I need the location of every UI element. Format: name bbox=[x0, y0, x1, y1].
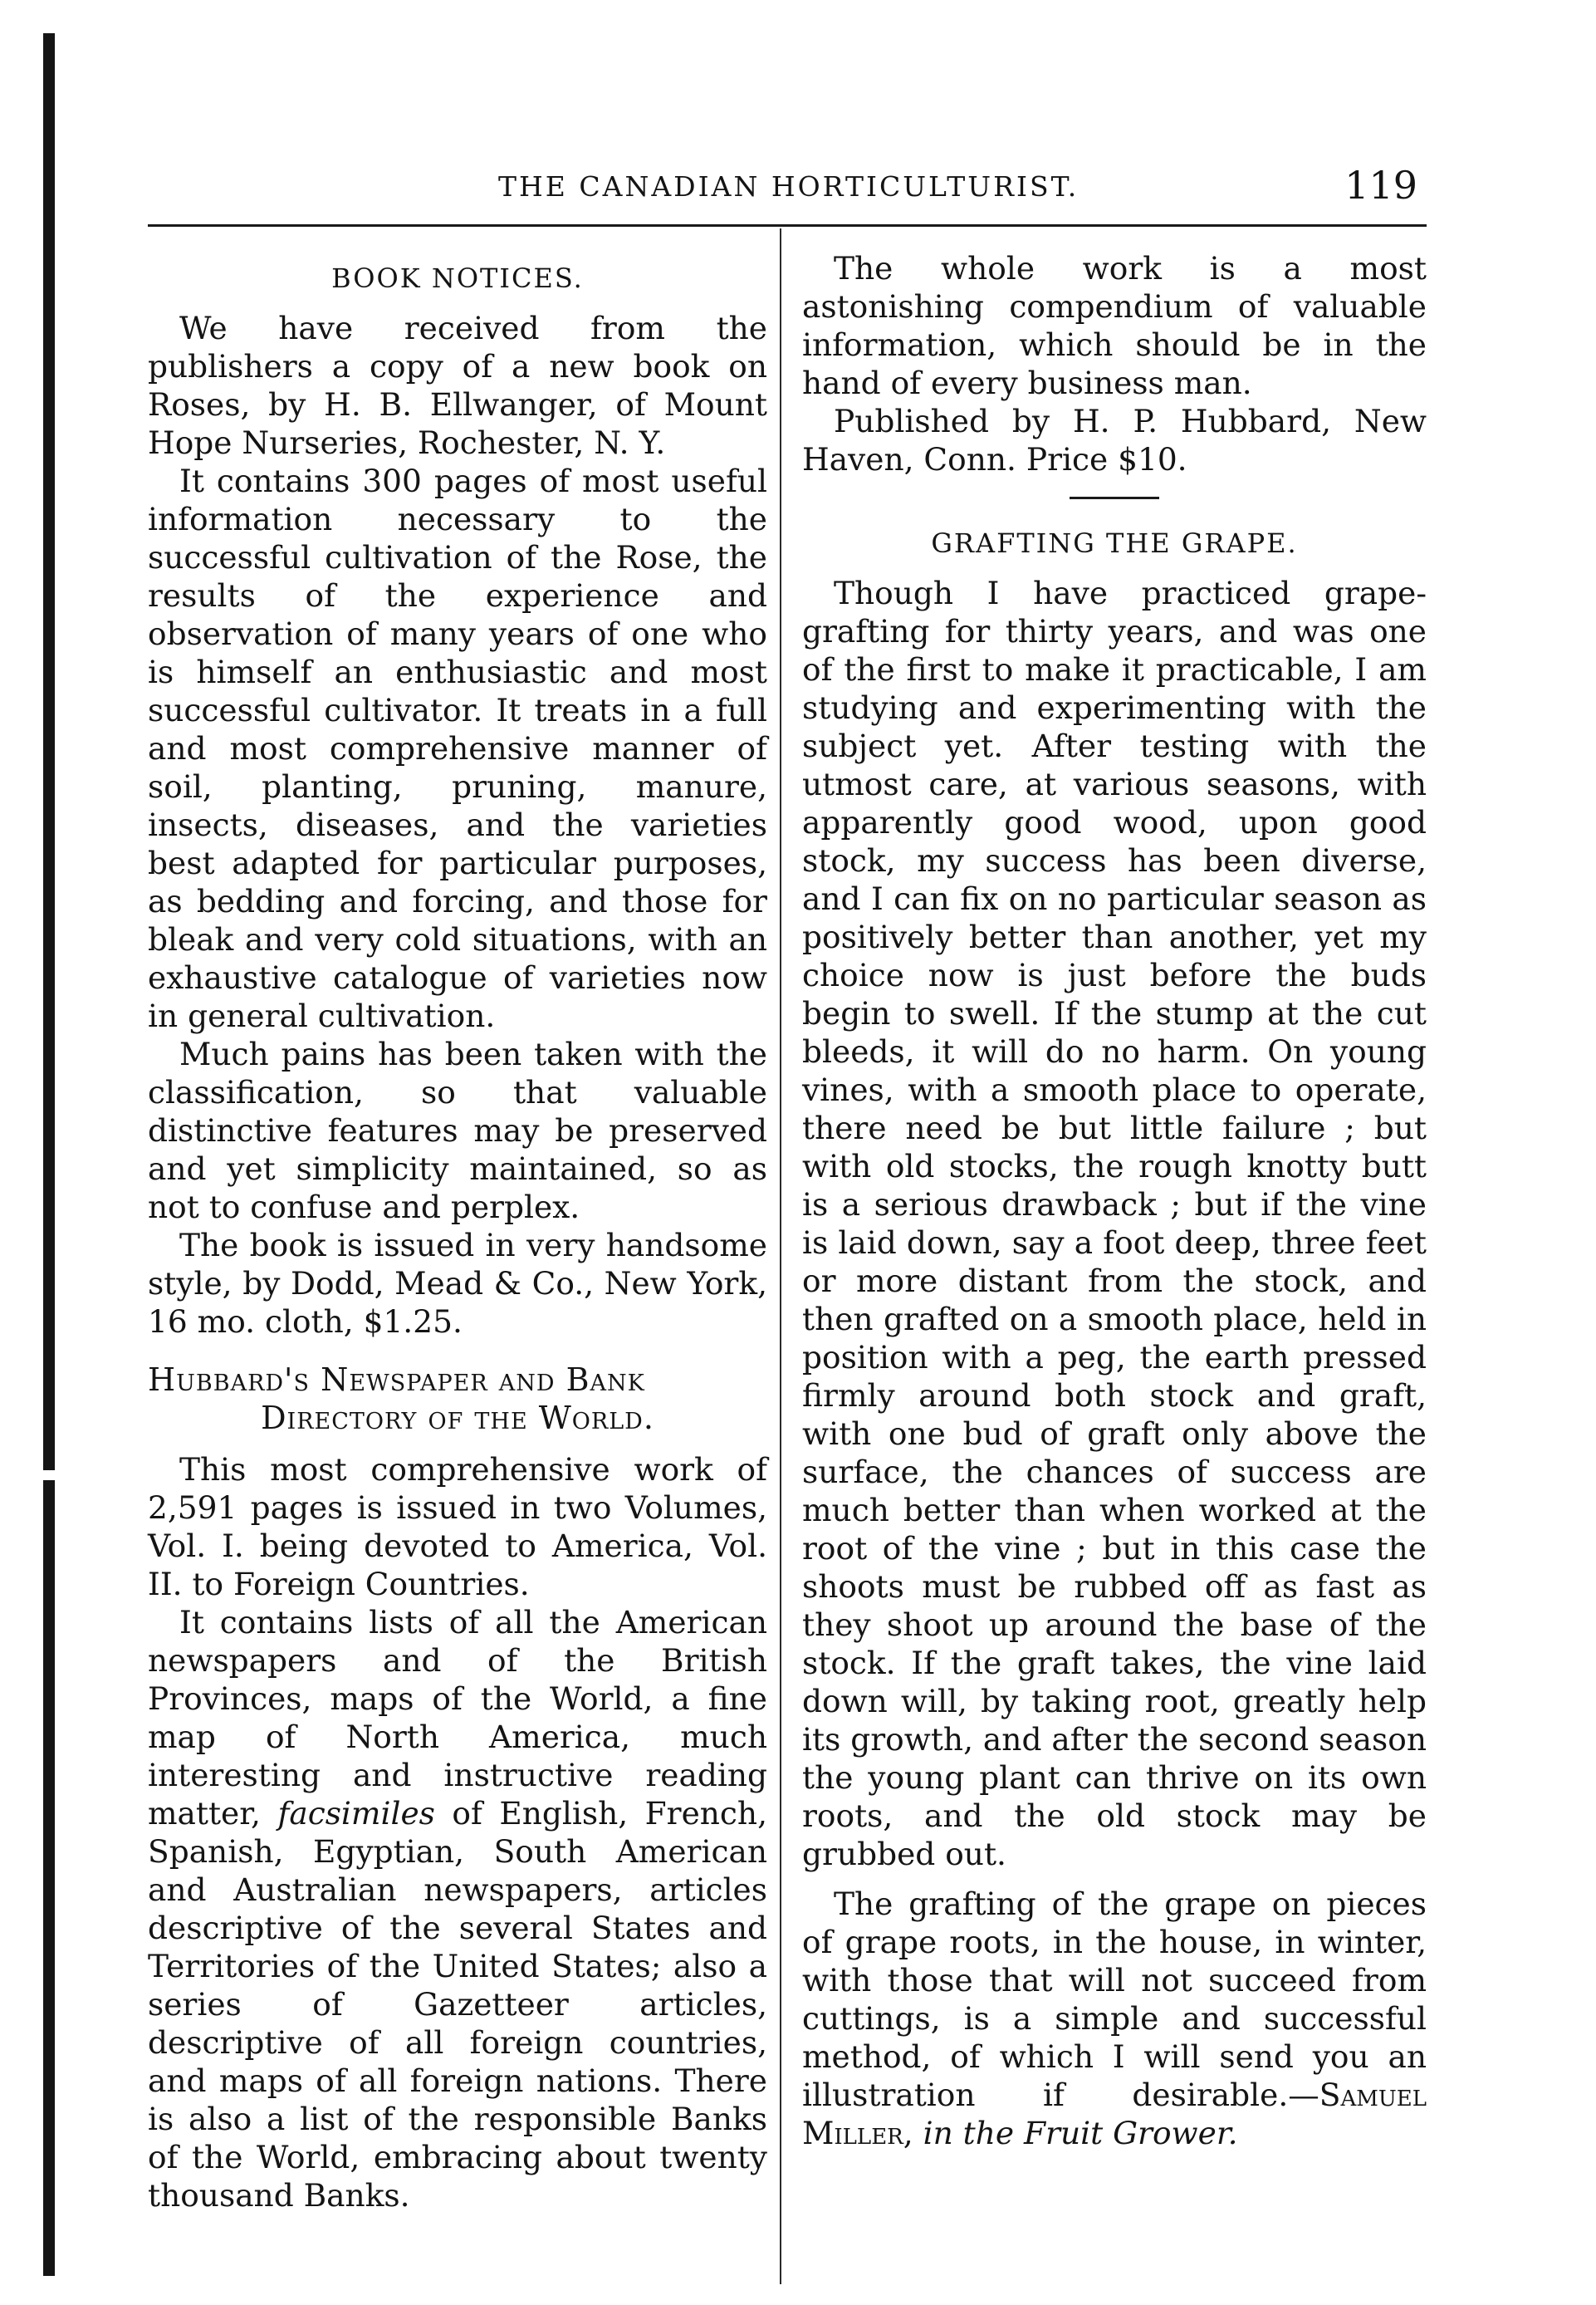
facsimiles-italic: facsimiles bbox=[277, 1795, 435, 1832]
book-notices-paragraph: The book is issued in very handsome style, by Dodd, Mead & Co., New York, 16 mo. cloth, $1.25. bbox=[148, 1227, 767, 1340]
hubbard-continued-paragraph: The whole work is a most astonishing compendium of valuable information, which should be in the hand of every business man. bbox=[802, 250, 1427, 401]
attribution-source: in the Fruit Grower. bbox=[923, 2115, 1238, 2151]
page-number: 119 bbox=[1344, 163, 1417, 208]
hubbard-heading bbox=[148, 1361, 767, 1437]
book-notices-heading: BOOK NOTICES. bbox=[331, 262, 584, 294]
hubbard-text: It contains lists of all the American newspapers and of the British Provinces, maps of the World, a fine map of North America, much interesting and instructive reading matter, bbox=[148, 1604, 767, 1832]
hubbard-paragraph: This most comprehensive work of 2,591 pages is issued in two Volumes, Vol. I. being devoted to America, Vol. II. to Foreign Countries. bbox=[148, 1451, 767, 1602]
hubbard-heading-line2: Directory of the World. bbox=[261, 1400, 654, 1436]
right-column bbox=[802, 249, 1427, 2152]
grafting-heading: GRAFTING THE GRAPE. bbox=[931, 527, 1298, 559]
book-notices-paragraph: We have received from the publishers a copy of a new book on Roses, by H. B. Ellwanger, of Mount Hope Nurseries, Rochester, N. Y. bbox=[148, 310, 767, 461]
hubbard-paragraph bbox=[148, 1603, 767, 2214]
attribution-name: Samuel Miller, bbox=[802, 2077, 1427, 2151]
left-column bbox=[148, 249, 767, 2214]
section-separator bbox=[1070, 497, 1159, 499]
grafting-paragraph: Though I have practiced grape-grafting for thirty years, and was one of the first to make it practicable, I am studying and experimenting with the subject yet. After testing with the utmost care, at various seasons, with apparently good wood, upon good stock, my success has been diverse, and I can fix on no particular season as positively better than another, yet my choice now is just before the buds begin to swell. If the stump at the cut bleeds, it will do no harm. On young vines, with a smooth place to operate, there need be but little failure ; but with old stocks, the rough knotty butt is a serious drawback ; but if the vine is laid down, say a foot deep, three feet or more distant from the stock, and then grafted on a smooth place, held in position with a peg, the earth pressed firmly around both stock and graft, with one bud of graft only above the surface, the chances of success are much better than when worked at the root of the vine ; but in this case the shoots must be rubbed off as fast as they shoot up around the base of the stock. If the graft takes, the vine laid down will, by taking root, greatly help its growth, and after the second season the young plant can thrive on its own roots, and the old stock may be grubbed out. bbox=[802, 575, 1427, 1872]
hubbard-text: of English, French, Spanish, Egyptian, South American and Australian newspapers, articles descriptive of the several States and Territories of the United States; also a series of Gazetteer articles, descriptive of all foreign countries, and maps of all foreign nations. There is also a list of the responsible Banks of the World, embracing about twenty thousand Banks. bbox=[148, 1795, 767, 2214]
grafting-text: The grafting of the grape on pieces of grape roots, in the house, in winter, with those that will not succeed from cuttings, is a simple and successful method, of which I will send you an illustration if desirable.— bbox=[802, 1886, 1427, 2113]
book-notices-paragraph: Much pains has been taken with the classification, so that valuable distinctive features may be preserved and yet simplicity maintained, so as not to confuse and perplex. bbox=[148, 1036, 767, 1225]
grafting-paragraph bbox=[802, 1885, 1427, 2152]
scan-binding-gap bbox=[43, 1470, 55, 1480]
header-rule bbox=[148, 224, 1427, 227]
book-notices-paragraph: It contains 300 pages of most useful information necessary to the successful cultivation of the Rose, the results of the experience and observation of many years of one who is himself an enthusiastic and most successful cultivator. It treats in a full and most comprehensive manner of soil, planting, pruning, manure, insects, diseases, and the varieties best adapted for particular purposes, as bedding and forcing, and those for bleak and very cold situations, with an exhaustive catalogue of varieties now in general cultivation. bbox=[148, 463, 767, 1034]
hubbard-heading-line1: Hubbard's Newspaper and Bank bbox=[148, 1361, 645, 1398]
column-divider bbox=[780, 228, 781, 2284]
hubbard-continued-paragraph: Published by H. P. Hubbard, New Haven, Conn. Price $10. bbox=[802, 403, 1427, 478]
running-title: THE CANADIAN HORTICULTURIST. bbox=[498, 170, 1080, 203]
scan-binding-edge bbox=[43, 33, 55, 2276]
